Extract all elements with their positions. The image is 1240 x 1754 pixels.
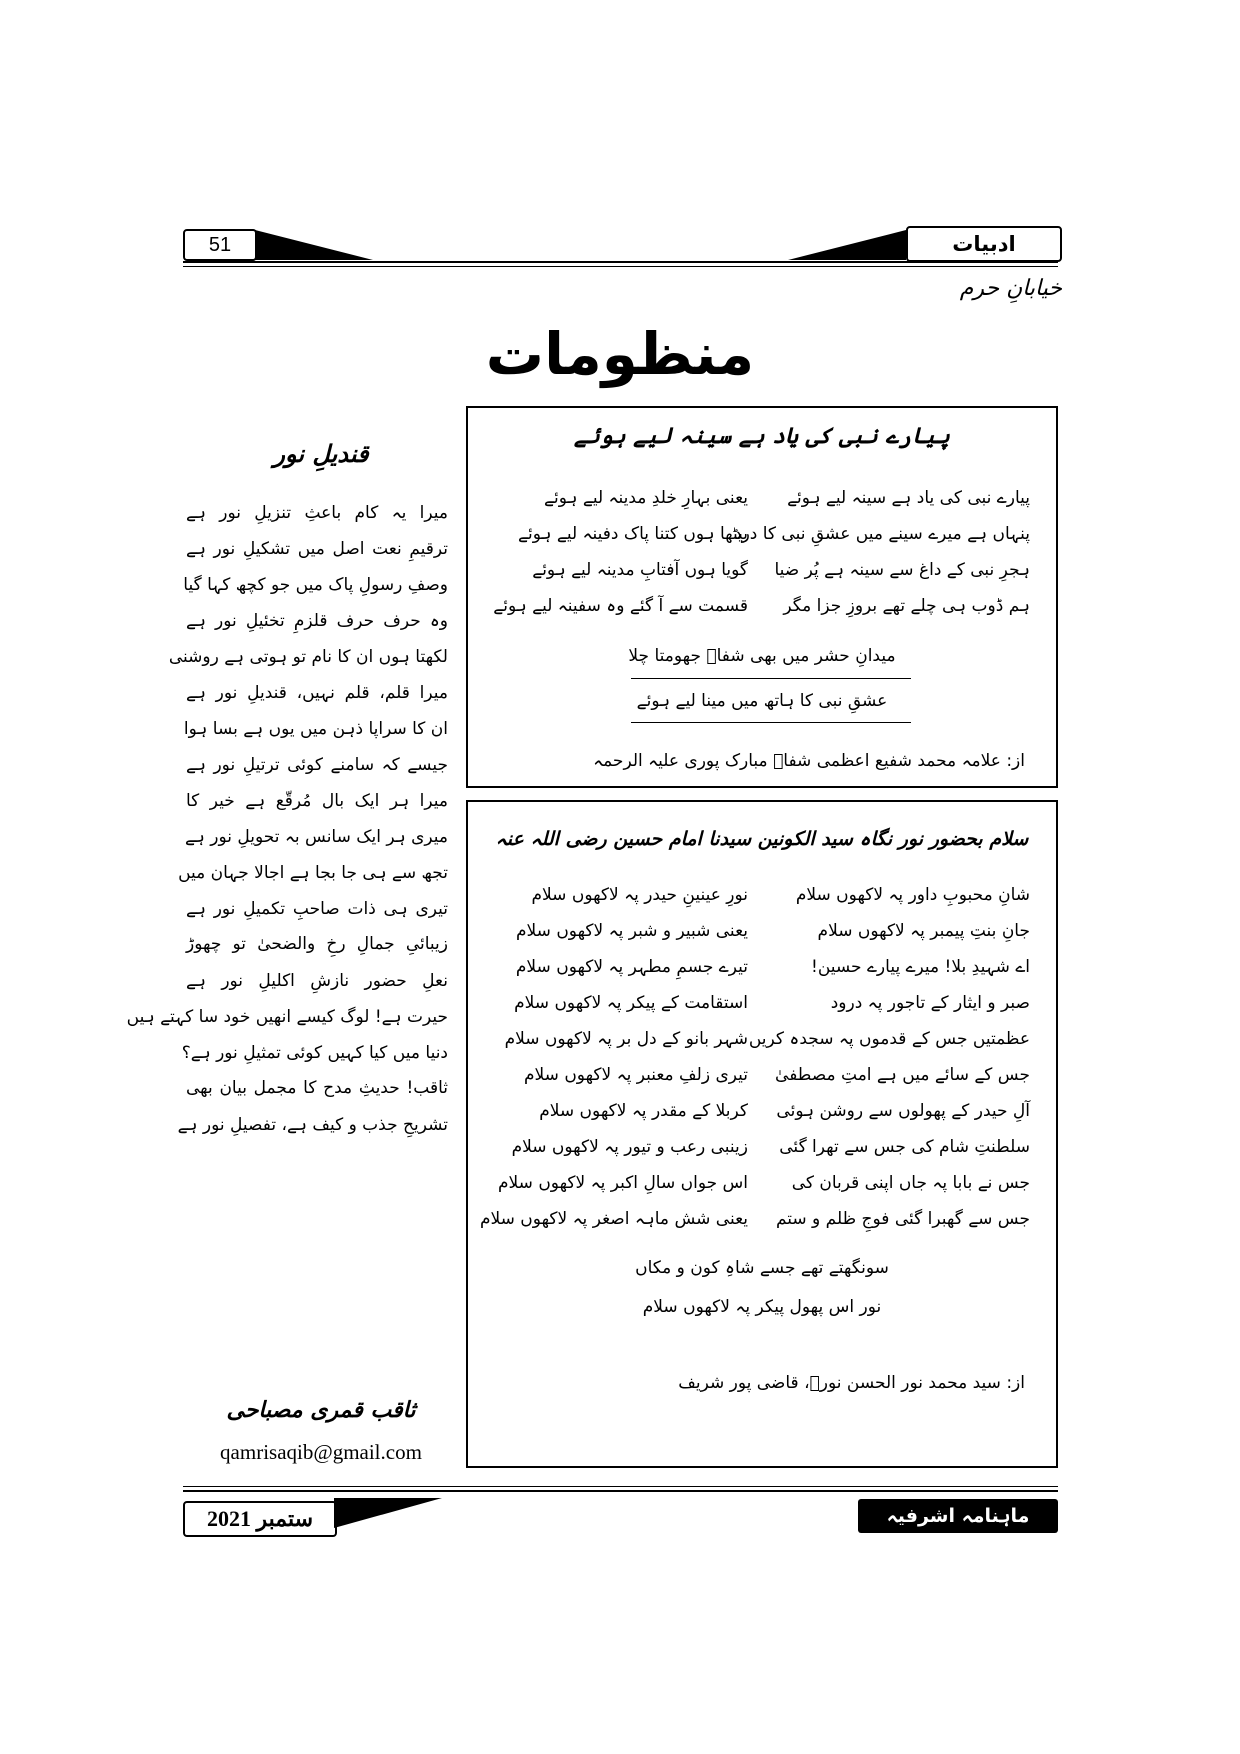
poem2-credit: از: سید محمد نور الحسن نورؔ، قاضی پور شریف bbox=[678, 1373, 1025, 1393]
poem3-line: زیبائیِ جمالِ رخِ والضحیٰ تو چھوڑ bbox=[186, 934, 448, 954]
poem3-line: لکھتا ہوں ان کا نام تو ہوتی ہے روشنی bbox=[168, 647, 448, 667]
poem3-line: دنیا میں کیا کہیں کوئی تمثیلِ نور ہے؟ bbox=[181, 1043, 448, 1063]
poem1-final-line: عشقِ نبی کا ہاتھ میں مینا لیے ہوئے bbox=[636, 691, 888, 711]
final-line-rule bbox=[631, 722, 911, 723]
poem3-line: تجھ سے ہی جا بجا ہے اجالا جہان میں bbox=[178, 863, 448, 883]
poem1-line: ہم ڈوب ہی چلے تھے بروزِ جزا مگر bbox=[783, 596, 1030, 616]
page-number: 51 bbox=[183, 229, 257, 261]
poem3-poet: ثاقب قمری مصباحی bbox=[226, 1398, 416, 1423]
poem2-line: تیرے جسمِ مطہر پہ لاکھوں سلام bbox=[515, 957, 748, 977]
poem3-line: وہ حرف حرف قلزمِ تخئیلِ نور ہے bbox=[186, 611, 448, 631]
header-arrow-right bbox=[786, 226, 906, 262]
poem3-line: تشریحِ جذب و کیف ہے، تفصیلِ نور ہے bbox=[177, 1115, 448, 1135]
poem3-line: وصفِ رسولِ پاک میں جو کچھ کہا گیا bbox=[183, 575, 448, 595]
poem2-line: اے شہیدِ بلا! میرے پیارے حسین! bbox=[811, 957, 1030, 977]
poem2-line: جانِ بنتِ پیمبر پہ لاکھوں سلام bbox=[817, 921, 1030, 941]
poem2-line: اس جواں سالِ اکبر پہ لاکھوں سلام bbox=[498, 1173, 748, 1193]
header-rule-thin bbox=[183, 266, 1058, 267]
poem2-line: استقامت کے پیکر پہ لاکھوں سلام bbox=[514, 993, 748, 1013]
poem2-title: سلام بحضور نور نگاہ سید الکونین سیدنا امام حسین رضی اللہ عنہ bbox=[495, 828, 1029, 850]
poem2-final-line: نور اس پھول پیکر پہ لاکھوں سلام bbox=[642, 1297, 882, 1317]
poem3-line: میرا ہر ایک بال مُرقّع ہے خیر کا bbox=[186, 791, 448, 811]
poem3-line: میرا یہ کام باعثِ تنزیلِ نور ہے bbox=[186, 503, 448, 523]
poet-email[interactable]: qamrisaqib@gmail.com bbox=[220, 1440, 422, 1464]
poem1-final-line: میدانِ حشر میں بھی شفاؔ جھومتا چلا bbox=[628, 646, 896, 666]
poem2-line: آلِ حیدر کے پھولوں سے روشن ہوئی bbox=[776, 1101, 1030, 1121]
poem1-title: پیارے نبی کی یاد ہے سینہ لیے ہوئے bbox=[574, 424, 950, 449]
footer-arrow bbox=[334, 1496, 444, 1532]
poem1-line: بیٹھا ہوں کتنا پاک دفینہ لیے ہوئے bbox=[518, 524, 748, 544]
poem1-line: قسمت سے آ گئے وہ سفینہ لیے ہوئے bbox=[493, 596, 748, 616]
poem1-credit: از: علامہ محمد شفیع اعظمی شفاؔ مبارک پوری علیہ الرحمہ bbox=[593, 751, 1025, 771]
poem2-line: زینبی رعب و تیور پہ لاکھوں سلام bbox=[511, 1137, 748, 1157]
poem2-line: کربلا کے مقدر پہ لاکھوں سلام bbox=[539, 1101, 748, 1121]
poem1-line: یعنی بہارِ خلدِ مدینہ لیے ہوئے bbox=[544, 488, 748, 508]
poem2-line: یعنی شبیر و شبر پہ لاکھوں سلام bbox=[516, 921, 748, 941]
magazine-name: ماہنامہ اشرفیہ bbox=[858, 1499, 1058, 1533]
poem2-line: شہر بانو کے دل بر پہ لاکھوں سلام bbox=[504, 1029, 748, 1049]
poem1-line: پیارے نبی کی یاد ہے سینہ لیے ہوئے bbox=[787, 488, 1030, 508]
subsection-title: خیابانِ حرم bbox=[959, 276, 1062, 301]
poem2-final-line: سونگھتے تھے جسے شاہِ کون و مکاں bbox=[635, 1258, 889, 1278]
poem3-line: نعلِ حضور نازشِ اکلیلِ نور ہے bbox=[186, 971, 448, 991]
poem2-line: یعنی شش ماہہ اصغر پہ لاکھوں سلام bbox=[479, 1209, 748, 1229]
header-rule bbox=[183, 261, 1058, 263]
final-line-rule bbox=[631, 678, 911, 679]
poem2-line: عظمتیں جس کے قدموں پہ سجدہ کریں bbox=[748, 1029, 1030, 1049]
footer-rule-thin bbox=[183, 1486, 1058, 1487]
poem2-line: صبر و ایثار کے تاجور پہ درود bbox=[830, 993, 1030, 1013]
poem1-line: گویا ہوں آفتابِ مدینہ لیے ہوئے bbox=[532, 560, 748, 580]
poem2-line: شانِ محبوبِ داور پہ لاکھوں سلام bbox=[795, 885, 1030, 905]
poem2-line: سلطنتِ شام کی جس سے تھرا گئی bbox=[779, 1137, 1030, 1157]
poem1-line: ہجرِ نبی کے داغ سے سینہ ہے پُر ضیا bbox=[774, 560, 1030, 580]
poem3-line: حیرت ہے! لوگ کیسے انھیں خود سا کہتے ہیں bbox=[126, 1007, 448, 1027]
header-arrow-left bbox=[255, 226, 375, 262]
poem3-line: میری ہر ایک سانس بہ تحویلِ نور ہے bbox=[184, 827, 448, 847]
footer-rule bbox=[183, 1490, 1058, 1492]
issue-date: ستمبر 2021 bbox=[183, 1501, 337, 1537]
section-label: ادبیات bbox=[906, 226, 1062, 262]
poem3-line: تیری ہی ذات صاحبِ تکمیلِ نور ہے bbox=[186, 899, 448, 919]
poem2-line: تیری زلفِ معنبر پہ لاکھوں سلام bbox=[524, 1065, 748, 1085]
poem3-line: جیسے کہ سامنے کوئی ترتیلِ نور ہے bbox=[186, 755, 448, 775]
poem2-line: جس کے سائے میں ہے امتِ مصطفیٰ bbox=[775, 1065, 1030, 1085]
poem3-title: قندیلِ نور bbox=[273, 440, 369, 468]
poem3-line: ترقیمِ نعت اصل میں تشکیلِ نور ہے bbox=[186, 539, 448, 559]
poem2-line: نورِ عینینِ حیدر پہ لاکھوں سلام bbox=[531, 885, 748, 905]
poem3-line: میرا قلم، قلم نہیں، قندیلِ نور ہے bbox=[186, 683, 448, 703]
poem3-line: ان کا سراپا ذہن میں یوں ہے بسا ہوا bbox=[183, 719, 448, 739]
page-title: منظومات bbox=[485, 320, 755, 388]
poem3-line: ثاقب! حدیثِ مدح کا مجمل بیان بھی bbox=[186, 1078, 448, 1098]
poem2-line: جس نے بابا پہ جاں اپنی قربان کی bbox=[791, 1173, 1030, 1193]
poem2-line: جس سے گھبرا گئی فوجِ ظلم و ستم bbox=[775, 1209, 1030, 1229]
poem1-line: پنہاں ہے میرے سینے میں عشقِ نبی کا درد bbox=[734, 524, 1030, 544]
